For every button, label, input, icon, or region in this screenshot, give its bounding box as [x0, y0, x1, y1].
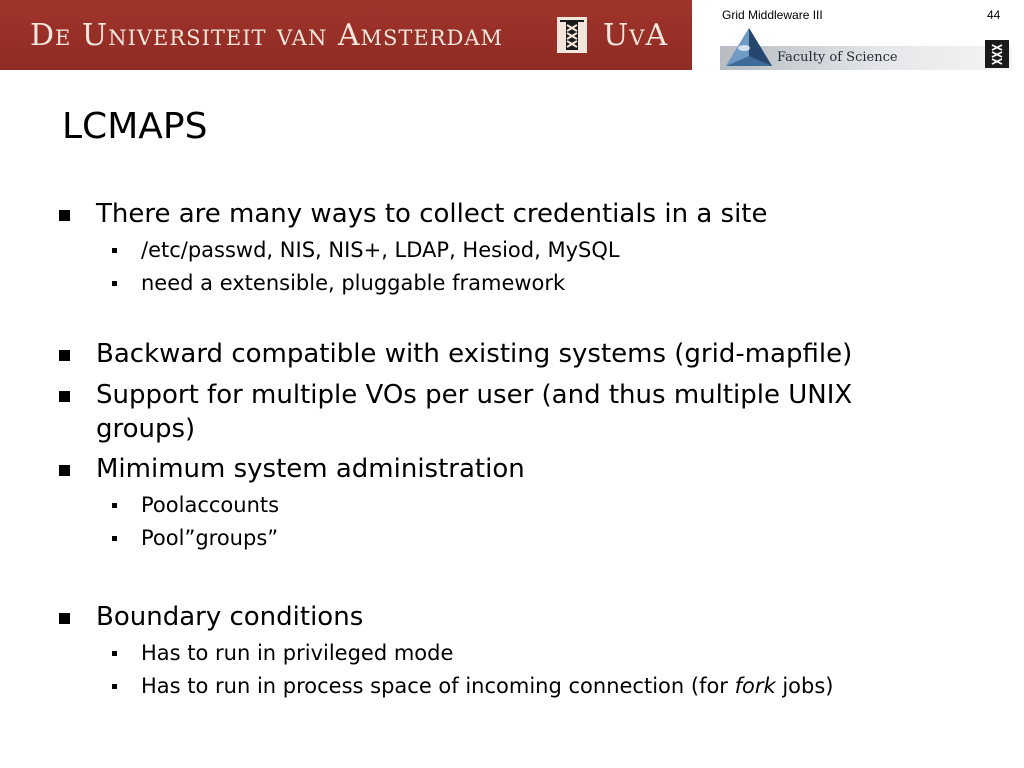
square-bullet-icon	[59, 391, 70, 402]
square-bullet-icon	[59, 210, 70, 221]
small-square-bullet-icon	[112, 684, 117, 689]
square-bullet-icon	[59, 350, 70, 361]
page-number: 44	[987, 8, 1001, 22]
square-bullet-icon	[59, 613, 70, 624]
uva-crest-small-icon	[985, 40, 1009, 68]
bullet-item	[96, 378, 946, 446]
university-name: De Universiteit van Amsterdam	[30, 18, 504, 53]
small-square-bullet-icon	[112, 503, 117, 508]
course-name: Grid Middleware III	[722, 8, 823, 22]
sub-bullet-item	[141, 673, 961, 699]
sub-bullet-text: need a extensible, pluggable framework	[141, 271, 566, 295]
faculty-name: Faculty of Science	[777, 50, 898, 65]
sub-bullet-item	[141, 525, 961, 551]
bullet-text: Mimimum system administration	[96, 454, 525, 484]
small-square-bullet-icon	[112, 536, 117, 541]
sub-bullet-text-before: Has to run in process space of incoming connection (for	[141, 674, 735, 698]
small-square-bullet-icon	[112, 281, 117, 286]
sub-bullet-emphasis: fork	[734, 674, 776, 698]
small-square-bullet-icon	[112, 651, 117, 656]
uva-crest-icon	[557, 17, 587, 53]
sub-bullet-item	[141, 640, 961, 666]
sub-bullet-text: Has to run in privileged mode	[141, 641, 454, 665]
bullet-item	[96, 600, 956, 634]
sub-bullet-text: Pool”groups”	[141, 526, 279, 550]
bullet-text: Support for multiple VOs per user (and thus multiple UNIX groups)	[96, 380, 853, 444]
small-square-bullet-icon	[112, 248, 117, 253]
bullet-item	[96, 337, 956, 371]
university-banner	[0, 0, 692, 70]
sub-bullet-item	[141, 270, 961, 296]
sub-bullet-text: /etc/passwd, NIS, NIS+, LDAP, Hesiod, MySQL	[141, 238, 620, 262]
sub-bullet-text: Poolaccounts	[141, 493, 280, 517]
university-short-name: UvA	[603, 18, 669, 53]
sub-bullet-item	[141, 492, 961, 518]
square-bullet-icon	[59, 465, 70, 476]
slide-title: LCMAPS	[62, 106, 208, 147]
pyramid-icon	[724, 26, 774, 70]
bullet-item	[96, 197, 956, 231]
bullet-text: Boundary conditions	[96, 602, 364, 632]
bullet-text: There are many ways to collect credentials in a site	[96, 199, 768, 229]
bullet-item	[96, 452, 956, 486]
bullet-text: Backward compatible with existing systems (grid-mapfile)	[96, 339, 853, 369]
sub-bullet-text-after: jobs)	[775, 674, 834, 698]
sub-bullet-item	[141, 237, 961, 263]
